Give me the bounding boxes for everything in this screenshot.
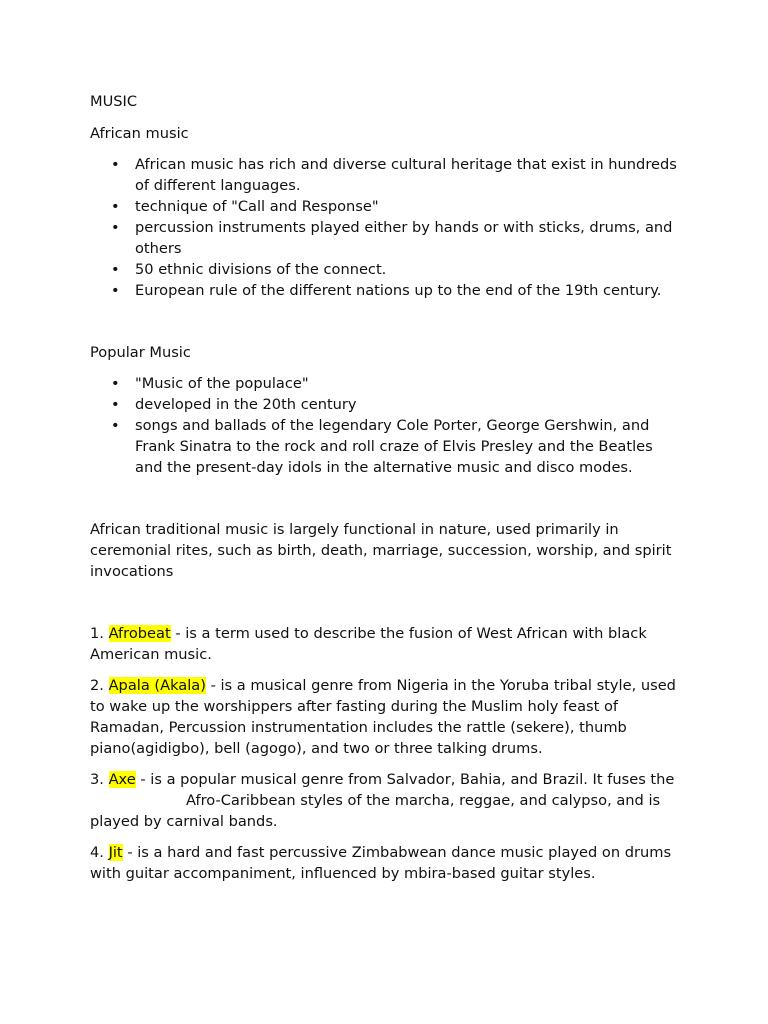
genre-description: - is a hard and fast percussive Zimbabwean dance music played on drums with guitar accompaniment, influenced by mbira-based guitar styles. <box>90 844 672 882</box>
genre-number: 1. <box>90 625 104 642</box>
genre-item-axe <box>90 769 680 832</box>
list-item: • "Music of the populace" <box>90 373 680 394</box>
genre-name-highlight: Jit <box>108 844 123 861</box>
genre-item-afrobeat <box>90 623 680 665</box>
genre-number: 4. <box>90 844 104 861</box>
list-item: • songs and ballads of the legendary Cole Porter, George Gershwin, and Frank Sinatra to the rock and roll craze of Elvis Presley and the Beatles and the present-day idols in the alternative music and disco modes. <box>90 415 680 478</box>
popular-music-list <box>90 373 680 478</box>
section-heading-african-music: African music <box>90 125 189 142</box>
genre-name-highlight: Afrobeat <box>108 625 171 642</box>
genre-description-continued: Afro-Caribbean styles of the marcha, reggae, and calypso, and is played by carnival bands. <box>90 792 661 830</box>
document-title: MUSIC <box>90 93 138 110</box>
list-item: • technique of "Call and Response" <box>90 196 680 217</box>
list-item: • developed in the 20th century <box>90 394 680 415</box>
african-music-list <box>90 154 680 301</box>
section-heading-popular-music: Popular Music <box>90 344 191 361</box>
list-item: • percussion instruments played either by hands or with sticks, drums, and others <box>90 217 680 259</box>
genre-item-apala <box>90 675 680 759</box>
genre-description: - is a musical genre from Nigeria in the Yoruba tribal style, used to wake up the worshippers after fasting during the Muslim holy feast of Ramadan, Percussion instrumentation includes the rattle (sekere), thumb piano(agidigbo), bell (agogo), and two or three talking drums. <box>90 677 676 757</box>
genre-item-jit <box>90 842 680 884</box>
intro-paragraph: African traditional music is largely functional in nature, used primarily in ceremonial rites, such as birth, death, marriage, succession, worship, and spirit invocations <box>90 521 672 580</box>
list-item: • European rule of the different nations up to the end of the 19th century. <box>90 280 680 301</box>
genre-number: 2. <box>90 677 104 694</box>
document-page <box>90 91 680 894</box>
genre-name-highlight: Apala (Akala) <box>108 677 206 694</box>
genre-description: - is a term used to describe the fusion of West African with black American music. <box>90 625 647 663</box>
genre-description: - is a popular musical genre from Salvador, Bahia, and Brazil. It fuses the <box>140 771 675 788</box>
list-item: • African music has rich and diverse cultural heritage that exist in hundreds of different languages. <box>90 154 680 196</box>
genre-name-highlight: Axe <box>108 771 136 788</box>
list-item: • 50 ethnic divisions of the connect. <box>90 259 680 280</box>
genre-number: 3. <box>90 771 104 788</box>
